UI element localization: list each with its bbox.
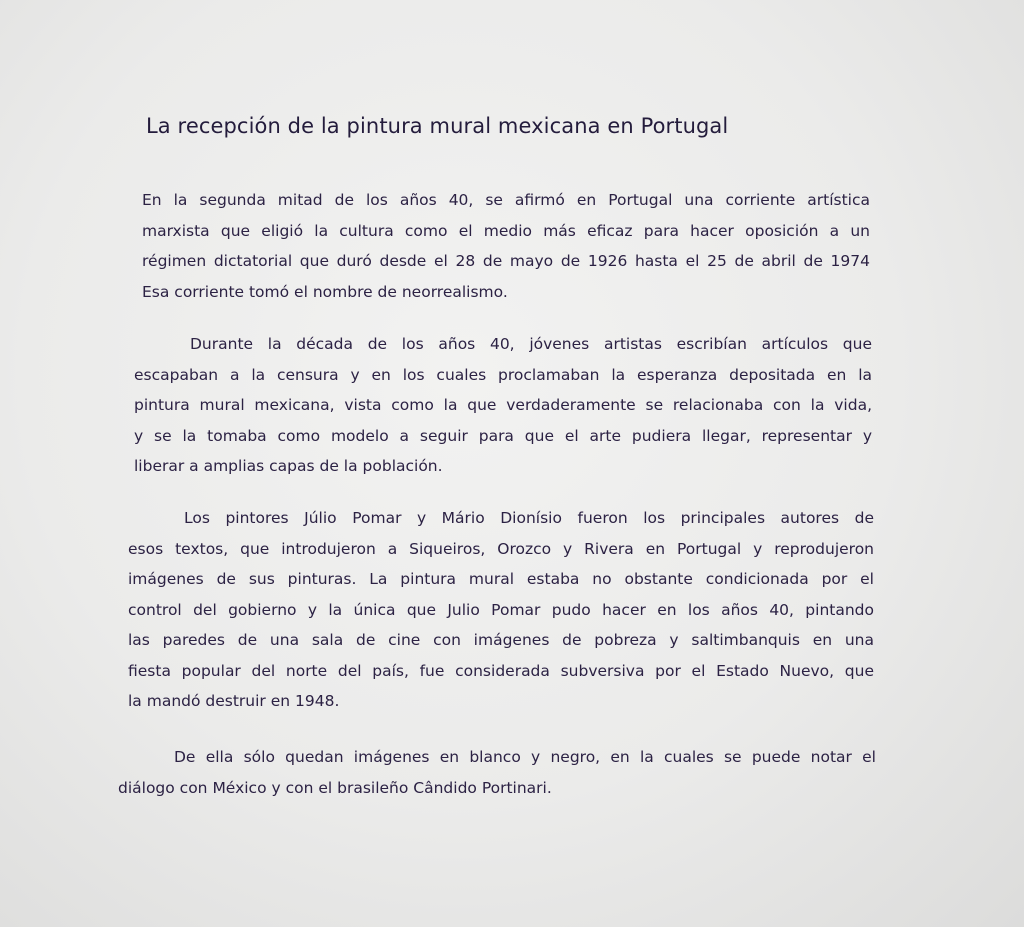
paragraph-1-line-4: Esa corriente tomó el nombre de neorrealismo. xyxy=(142,282,508,301)
paragraph-3-line-7: la mandó destruir en 1948. xyxy=(128,692,340,710)
paragraph-4-line-1: De ella sólo quedan imágenes en blanco y negro, en la cuales se puede notar el xyxy=(174,748,876,766)
paragraph-3-line-6: fiesta popular del norte del país, fue considerada subversiva por el Estado Nuevo, que xyxy=(128,661,874,680)
panel-title: La recepción de la pintura mural mexicana en Portugal xyxy=(146,114,729,138)
paragraph-1-line-3: régimen dictatorial que duró desde el 28 de mayo de 1926 hasta el 25 de abril de 1974 xyxy=(142,252,870,270)
paragraph-2 xyxy=(134,329,872,482)
paragraph-2-line-3: pintura mural mexicana, vista como la que verdaderamente se relacionaba con la vida, xyxy=(134,396,872,414)
paragraph-3-line-3: imágenes de sus pinturas. La pintura mural estaba no obstante condicionada por el xyxy=(128,570,874,588)
paragraph-1 xyxy=(142,185,870,307)
paragraph-3-line-5: las paredes de una sala de cine con imágenes de pobreza y saltimbanquis en una xyxy=(128,631,874,649)
paragraph-2-line-5: liberar a amplias capas de la población. xyxy=(134,457,443,475)
paragraph-2-line-2: escapaban a la censura y en los cuales proclamaban la esperanza depositada en la xyxy=(134,365,872,384)
paragraph-3-line-4: control del gobierno y la única que Julio Pomar pudo hacer en los años 40, pintando xyxy=(128,600,874,619)
paragraph-4-line-2: diálogo con México y con el brasileño Cândido Portinari. xyxy=(118,778,552,797)
paragraph-1-line-2: marxista que eligió la cultura como el medio más eficaz para hacer oposición a un xyxy=(142,221,870,240)
paragraph-3-line-1: Los pintores Júlio Pomar y Mário Dionísio fueron los principales autores de xyxy=(184,509,874,527)
paragraph-3-line-2: esos textos, que introdujeron a Siqueiros, Orozco y Rivera en Portugal y reprodujeron xyxy=(128,539,874,558)
paragraph-3 xyxy=(128,503,874,717)
paragraph-4 xyxy=(118,742,876,803)
paragraph-2-line-4: y se la tomaba como modelo a seguir para que el arte pudiera llegar, representar y xyxy=(134,426,872,445)
paragraph-2-line-1: Durante la década de los años 40, jóvenes artistas escribían artículos que xyxy=(190,335,872,353)
paragraph-1-line-1: En la segunda mitad de los años 40, se afirmó en Portugal una corriente artística xyxy=(142,191,870,209)
